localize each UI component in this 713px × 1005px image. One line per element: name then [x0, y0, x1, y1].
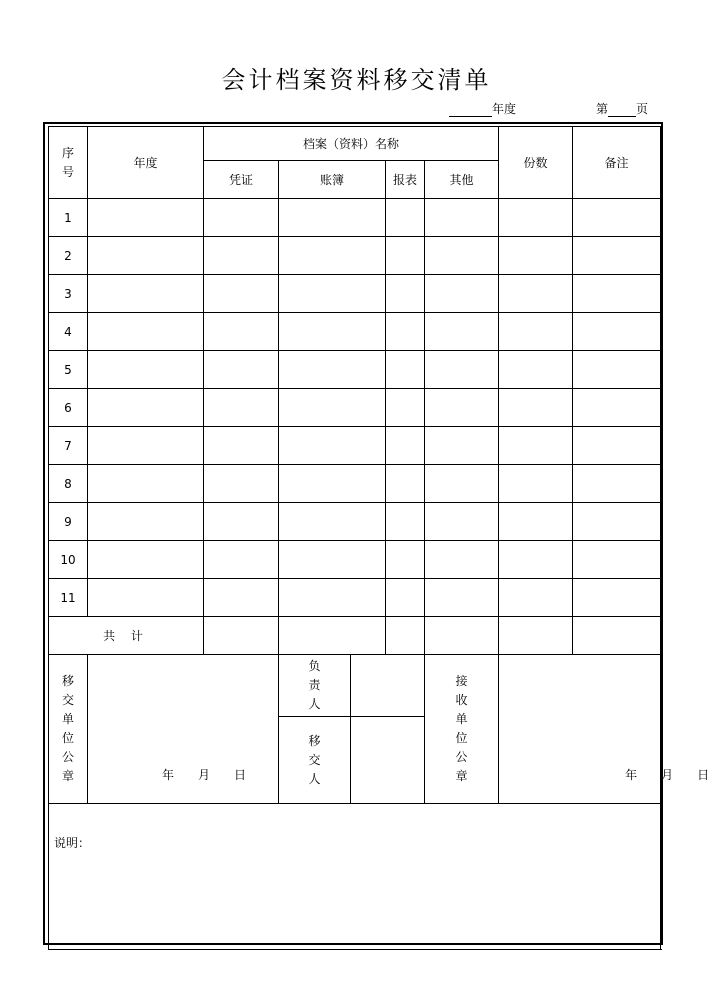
- receiving-date-year: 年: [625, 768, 638, 782]
- cell-copies[interactable]: [499, 313, 573, 351]
- total-ledger[interactable]: [279, 617, 386, 655]
- row-number: 10: [49, 541, 88, 579]
- cell-other[interactable]: [425, 579, 499, 617]
- cell-year[interactable]: [88, 579, 204, 617]
- row-number: 5: [49, 351, 88, 389]
- cell-remarks[interactable]: [573, 579, 661, 617]
- cell-ledger[interactable]: [279, 465, 386, 503]
- cell-year[interactable]: [88, 275, 204, 313]
- transferer-field[interactable]: [351, 717, 425, 804]
- cell-voucher[interactable]: [204, 389, 279, 427]
- cell-copies[interactable]: [499, 351, 573, 389]
- header-archive-name: 档案（资料）名称: [204, 127, 499, 161]
- row-number: 11: [49, 579, 88, 617]
- total-report[interactable]: [386, 617, 425, 655]
- person-in-charge-text: 负责人: [308, 659, 321, 711]
- header-report: 报表: [386, 161, 425, 199]
- table-row: [49, 313, 661, 351]
- cell-copies[interactable]: [499, 579, 573, 617]
- header-seq-label: 序号: [61, 145, 74, 179]
- cell-year[interactable]: [88, 351, 204, 389]
- receiving-date: [499, 655, 710, 803]
- cell-ledger[interactable]: [279, 389, 386, 427]
- cell-copies[interactable]: [499, 389, 573, 427]
- transfer-unit-seal-text: 移交单位公章: [61, 674, 74, 783]
- page-title: 会计档案资料移交清单: [221, 66, 492, 94]
- cell-remarks[interactable]: [573, 313, 661, 351]
- cell-voucher[interactable]: [204, 275, 279, 313]
- cell-remarks[interactable]: [573, 427, 661, 465]
- cell-other[interactable]: [425, 237, 499, 275]
- cell-year[interactable]: [88, 389, 204, 427]
- table-row: [49, 503, 661, 541]
- receiving-unit-seal-label: [425, 655, 499, 804]
- row-number: 9: [49, 503, 88, 541]
- cell-year[interactable]: [88, 541, 204, 579]
- receiving-date-day: 日: [697, 768, 710, 782]
- total-other[interactable]: [425, 617, 499, 655]
- header-voucher: 凭证: [204, 161, 279, 199]
- row-number: 8: [49, 465, 88, 503]
- table-row: [49, 199, 661, 237]
- signoff-row-1: [49, 655, 661, 717]
- cell-voucher[interactable]: [204, 237, 279, 275]
- person-in-charge-label: [279, 655, 351, 717]
- cell-other[interactable]: [425, 275, 499, 313]
- cell-report[interactable]: [386, 351, 425, 389]
- cell-voucher[interactable]: [204, 503, 279, 541]
- cell-report[interactable]: [386, 427, 425, 465]
- cell-report[interactable]: [386, 579, 425, 617]
- row-number: 6: [49, 389, 88, 427]
- cell-year[interactable]: [88, 465, 204, 503]
- cell-year[interactable]: [88, 237, 204, 275]
- cell-ledger[interactable]: [279, 579, 386, 617]
- transferer-text: 移交人: [308, 733, 321, 786]
- cell-remarks[interactable]: [573, 389, 661, 427]
- cell-copies[interactable]: [499, 237, 573, 275]
- year-suffix: 年度: [492, 102, 517, 116]
- cell-report[interactable]: [386, 275, 425, 313]
- cell-year[interactable]: [88, 503, 204, 541]
- cell-copies[interactable]: [499, 465, 573, 503]
- cell-report[interactable]: [386, 541, 425, 579]
- header-row-1: [49, 127, 661, 161]
- row-number: 7: [49, 427, 88, 465]
- transferer-label: [279, 717, 351, 804]
- receiving-date-month: 月: [661, 768, 674, 782]
- cell-report[interactable]: [386, 313, 425, 351]
- row-number: 1: [49, 199, 88, 237]
- total-voucher[interactable]: [204, 617, 279, 655]
- cell-copies[interactable]: [499, 427, 573, 465]
- cell-report[interactable]: [386, 389, 425, 427]
- table-row: [49, 275, 661, 313]
- table-row: [49, 465, 661, 503]
- header-copies: 份数: [499, 127, 573, 199]
- cell-other[interactable]: [425, 313, 499, 351]
- person-in-charge-field[interactable]: [351, 655, 425, 717]
- cell-copies[interactable]: [499, 275, 573, 313]
- row-number: 4: [49, 313, 88, 351]
- transfer-unit-seal-label: [49, 655, 88, 804]
- cell-year[interactable]: [88, 199, 204, 237]
- cell-other[interactable]: [425, 541, 499, 579]
- cell-voucher[interactable]: [204, 351, 279, 389]
- cell-remarks[interactable]: [573, 275, 661, 313]
- row-number: 3: [49, 275, 88, 313]
- page-prefix: 第: [596, 102, 609, 116]
- receiving-unit-seal-area[interactable]: [499, 655, 710, 804]
- cell-copies[interactable]: [499, 199, 573, 237]
- year-field: [449, 100, 516, 117]
- cell-year[interactable]: [88, 427, 204, 465]
- cell-copies[interactable]: [499, 503, 573, 541]
- total-remarks[interactable]: [573, 617, 661, 655]
- cell-report[interactable]: [386, 465, 425, 503]
- cell-ledger[interactable]: [279, 541, 386, 579]
- cell-report[interactable]: [386, 199, 425, 237]
- table-row: [49, 579, 661, 617]
- header-other: 其他: [425, 161, 499, 199]
- row-number: 2: [49, 237, 88, 275]
- receiving-unit-seal-text: 接收单位公章: [455, 674, 468, 783]
- year-blank[interactable]: [449, 104, 492, 117]
- cell-voucher[interactable]: [204, 465, 279, 503]
- cell-ledger[interactable]: [279, 351, 386, 389]
- cell-ledger[interactable]: [279, 199, 386, 237]
- total-copies[interactable]: [499, 617, 573, 655]
- page-suffix: 页: [636, 102, 649, 116]
- transfer-date-month: 月: [198, 768, 211, 782]
- cell-year[interactable]: [88, 313, 204, 351]
- cell-voucher[interactable]: [204, 199, 279, 237]
- cell-other[interactable]: [425, 427, 499, 465]
- cell-remarks[interactable]: [573, 541, 661, 579]
- table-row: [49, 427, 661, 465]
- note-area[interactable]: [49, 804, 661, 950]
- cell-ledger[interactable]: [279, 275, 386, 313]
- note-label: 说明：: [54, 836, 91, 850]
- cell-ledger[interactable]: [279, 503, 386, 541]
- cell-other[interactable]: [425, 465, 499, 503]
- total-row: [49, 617, 661, 655]
- form-frame: [43, 122, 710, 945]
- header-ledger: 账簿: [279, 161, 386, 199]
- cell-voucher[interactable]: [204, 579, 279, 617]
- total-label-text: 共 计: [103, 629, 149, 643]
- cell-ledger[interactable]: [279, 427, 386, 465]
- header-seq: [49, 127, 88, 199]
- cell-remarks[interactable]: [573, 503, 661, 541]
- cell-other[interactable]: [425, 503, 499, 541]
- cell-other[interactable]: [425, 389, 499, 427]
- table-row: [49, 351, 661, 389]
- total-label: [49, 617, 204, 655]
- transfer-date: [88, 655, 278, 803]
- cell-voucher[interactable]: [204, 541, 279, 579]
- cell-report[interactable]: [386, 237, 425, 275]
- cell-remarks[interactable]: [573, 237, 661, 275]
- cell-copies[interactable]: [499, 541, 573, 579]
- cell-remarks[interactable]: [573, 351, 661, 389]
- cell-remarks[interactable]: [573, 465, 661, 503]
- cell-other[interactable]: [425, 199, 499, 237]
- table-row: [49, 237, 661, 275]
- table-row: [49, 389, 661, 427]
- table-row: [49, 541, 661, 579]
- cell-report[interactable]: [386, 503, 425, 541]
- transfer-date-day: 日: [234, 768, 247, 782]
- cell-ledger[interactable]: [279, 313, 386, 351]
- cell-voucher[interactable]: [204, 313, 279, 351]
- page-blank[interactable]: [608, 104, 636, 117]
- transfer-table: [48, 126, 710, 950]
- cell-ledger[interactable]: [279, 237, 386, 275]
- transfer-unit-seal-area[interactable]: [88, 655, 279, 804]
- cell-remarks[interactable]: [573, 199, 661, 237]
- note-row: [49, 804, 661, 950]
- cell-other[interactable]: [425, 351, 499, 389]
- page-field: [596, 100, 648, 117]
- cell-voucher[interactable]: [204, 427, 279, 465]
- transfer-date-year: 年: [162, 768, 175, 782]
- header-remarks: 备注: [573, 127, 661, 199]
- header-year: 年度: [88, 127, 204, 199]
